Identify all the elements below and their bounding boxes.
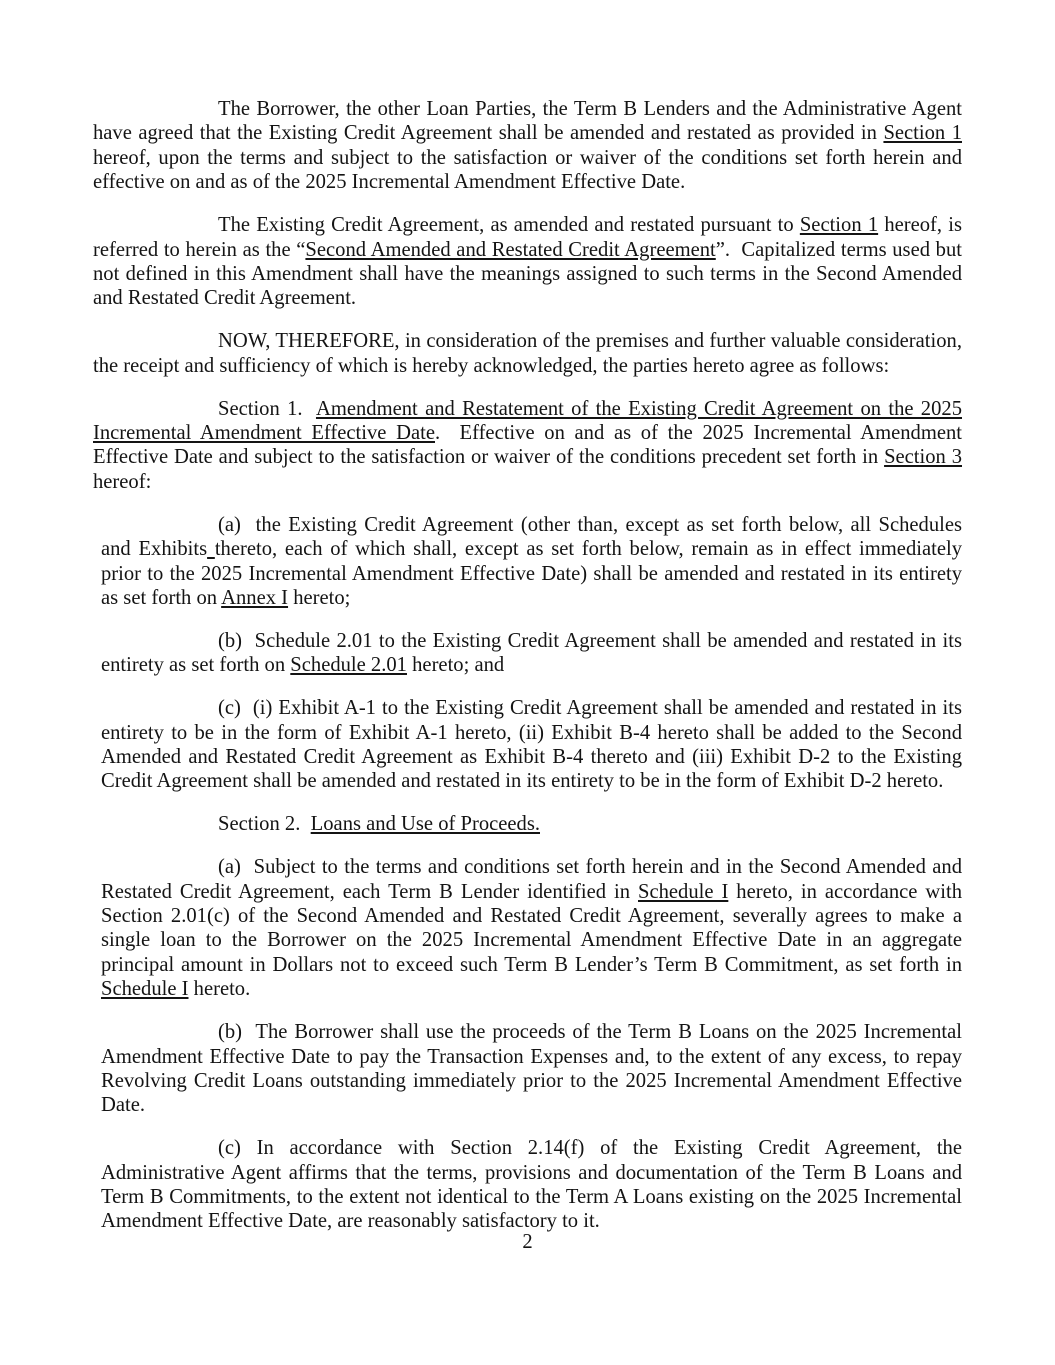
- underlined-reference: Schedule 2.01: [290, 654, 407, 677]
- text-run: Section 1.: [218, 397, 316, 420]
- now-therefore-paragraph: [93, 329, 962, 378]
- text-run: hereto;: [288, 586, 351, 609]
- underlined-reference: [207, 538, 215, 560]
- text-run: hereto; and: [406, 654, 505, 677]
- text-run: NOW, THEREFORE, in consideration of the premises and further valuable consideration, the receipt and sufficiency of which is hereby acknowledged, the parties hereto agree as follows:: [93, 330, 962, 377]
- text-run: The Existing Credit Agreement, as amended and restated pursuant to: [218, 214, 800, 237]
- underlined-reference: Annex I: [221, 586, 289, 609]
- text-run: (a) the Existing Credit Agreement (other than, except as set forth below, all Schedules and Exhibits: [101, 513, 962, 561]
- underlined-reference: Section 1: [799, 214, 879, 237]
- intro-paragraph-2: [93, 213, 962, 311]
- text-run: hereof:: [93, 470, 152, 493]
- text-run: hereof, upon the terms and subject to the satisfaction or waiver of the conditions set forth herein and effective on and as of the 2025 Incremental Amendment Effective Date.: [93, 146, 962, 194]
- text-run: hereto, in accordance with Section 2.01(c) of the Second Amended and Restated Credit Agreement, severally agrees to make a single loan to the Borrower on the 2025 Incremental Amendment Effective Date in an aggregate principal amount in Dollars not to exceed such Term B Lender’s Term B Commitment, as set forth in: [101, 880, 962, 976]
- underlined-reference: Schedule I: [101, 978, 189, 1001]
- section-2-item-a: [101, 855, 962, 1001]
- page-number: 2: [522, 1231, 533, 1253]
- text-run: hereto.: [188, 978, 251, 1001]
- text-run: Section 2.: [218, 813, 311, 836]
- text-run: (b) Schedule 2.01 to the Existing Credit Agreement shall be amended and restated in its entirety as set forth on: [101, 629, 962, 677]
- text-run: ”. Capitalized terms used but not defined in this Amendment shall have the meanings assigned to such terms in the Second Amended and Restated Credit Agreement.: [93, 238, 962, 310]
- document-body: [93, 97, 962, 1234]
- text-run: hereof, is referred to herein as the “: [93, 214, 963, 261]
- underlined-reference: Schedule I: [638, 880, 729, 903]
- underlined-reference: Section 3: [884, 446, 962, 469]
- text-run: (a) Subject to the terms and conditions set forth herein and in the Second Amended and Restated Credit Agreement, each Term B Lender identified in: [101, 856, 962, 903]
- underlined-reference: Second Amended and Restated Credit Agreement: [305, 238, 716, 261]
- underlined-reference: Loans and Use of Proceeds.: [310, 813, 540, 836]
- text-run: (c) In accordance with Section 2.14(f) of the Existing Credit Agreement, the Administrative Agent affirms that the terms, provisions and documentation of the Term B Loans and Term B Commitments, to the extent not identical to the Term A Loans existing on the 2025 Incremental Amendment Effective Date, are reasonably satisfactory to it.: [101, 1137, 962, 1233]
- text-run: thereto, each of which shall, except as set forth below, remain as in effect immediately prior to the 2025 Incremental Amendment Effective Date) shall be amended and restated in its entirety as set forth on: [101, 538, 962, 609]
- section-1-item-b: [101, 629, 962, 678]
- text-run: (b) The Borrower shall use the proceeds of the Term B Loans on the 2025 Incremental Amendment Effective Date to pay the Transaction Expenses and, to the extent of any excess, to repay Revolving Credit Loans outstanding immediately prior to the 2025 Incremental Amendment Effective Date.: [101, 1021, 962, 1117]
- text-run: . Effective on and as of the 2025 Incremental Amendment Effective Date and subject to the satisfaction or waiver of the conditions precedent set forth in: [93, 421, 963, 469]
- section-1-item-c: [101, 696, 962, 794]
- underlined-reference: Section 1: [883, 122, 962, 145]
- section-2-item-c: [101, 1136, 962, 1234]
- intro-paragraph-1: [93, 97, 962, 195]
- text-run: (c) (i) Exhibit A-1 to the Existing Credit Agreement shall be amended and restated in its entirety to be in the form of Exhibit A-1 hereto, (ii) Exhibit B-4 hereto shall be added to the Second Amended and Restated Credit Agreement as Exhibit B-4 thereto and (iii) Exhibit D-2 to the Existing Credit Agreement shall be amended and restated in its entirety to be in the form of Exhibit D-2 hereto.: [101, 697, 962, 793]
- text-run: The Borrower, the other Loan Parties, the Term B Lenders and the Administrative Agent have agreed that the Existing Credit Agreement shall be amended and restated as provided in: [93, 98, 962, 145]
- section-2-heading-paragraph: [93, 812, 962, 836]
- section-1-item-a: [101, 513, 962, 611]
- underlined-reference: Amendment and Restatement of the Existing Credit Agreement on the 2025 Incremental Amendment Effective Date: [93, 397, 962, 444]
- section-2-item-b: [101, 1020, 962, 1118]
- section-1-heading-paragraph: [93, 397, 962, 495]
